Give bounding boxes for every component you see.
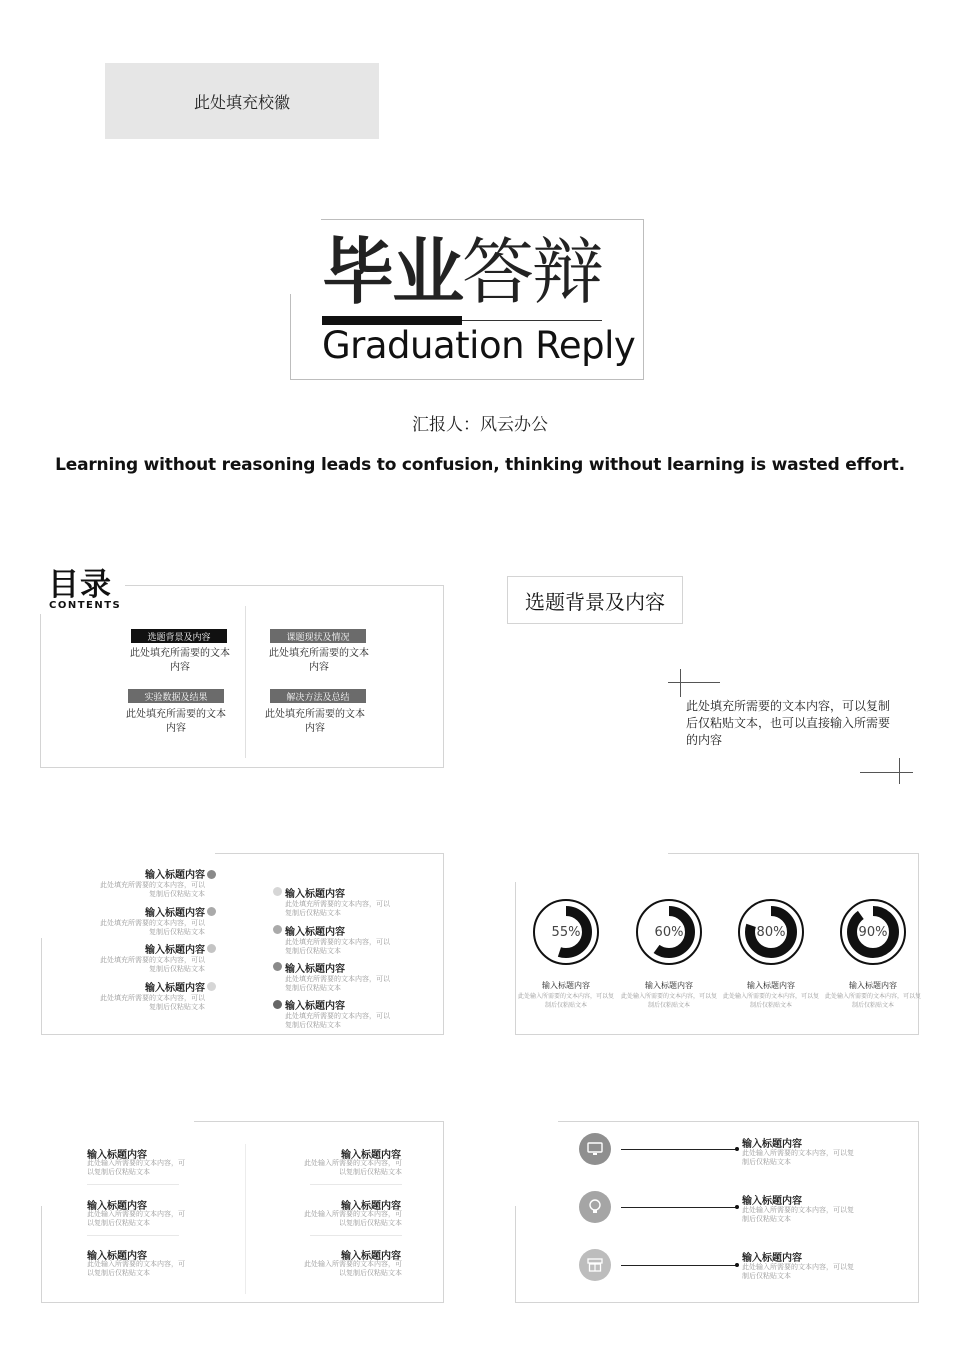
timeline-dot — [273, 925, 282, 934]
list-left-desc: 此处输入所需要的文本内容，可以复制后仅粘贴文本 — [87, 1159, 185, 1176]
timeline-left-desc: 此处填充所需要的文本内容，可以复制后仅粘贴文本 — [100, 919, 205, 936]
timeline-left-desc: 此处填充所需要的文本内容，可以复制后仅粘贴文本 — [100, 881, 205, 898]
percentage-ring — [532, 898, 600, 966]
timeline-dot — [207, 944, 216, 953]
cover-title-bold: 毕业 — [322, 230, 463, 314]
connector-line — [621, 1207, 737, 1208]
icon-item-title: 输入标题内容 — [742, 1196, 802, 1207]
cover-title-english: Graduation Reply — [322, 324, 636, 367]
percentage-label: 55% — [551, 924, 581, 940]
store-icon — [579, 1249, 611, 1281]
icon-item-title: 输入标题内容 — [742, 1253, 802, 1264]
percentage-label: 90% — [858, 924, 888, 940]
percentage-ring — [635, 898, 703, 966]
list-right-title: 输入标题内容 — [341, 1150, 401, 1161]
timeline-right-title: 输入标题内容 — [285, 889, 345, 900]
timeline-right-desc: 此处填充所需要的文本内容，可以复制后仅粘贴文本 — [285, 1012, 390, 1029]
toc-subtitle: CONTENTS — [49, 600, 122, 611]
cross-mark-top-v — [680, 669, 681, 697]
timeline-right-title: 输入标题内容 — [285, 1001, 345, 1012]
icon-item-title: 输入标题内容 — [742, 1139, 802, 1150]
timeline-left-desc: 此处填充所需要的文本内容，可以复制后仅粘贴文本 — [100, 994, 205, 1011]
timeline-dot — [273, 1000, 282, 1009]
timeline-right-desc: 此处填充所需要的文本内容，可以复制后仅粘贴文本 — [285, 938, 390, 955]
timeline-right-title: 输入标题内容 — [285, 927, 345, 938]
percentage-ring — [737, 898, 805, 966]
monitor-icon — [579, 1133, 611, 1165]
timeline-dot — [273, 887, 282, 896]
icon-item-desc: 此处输入所需要的文本内容，可以复制后仅粘贴文本 — [742, 1149, 854, 1166]
cross-mark-top — [668, 682, 720, 683]
cover-title-light: 答辩 — [462, 230, 603, 314]
toc-item-label[interactable]: 选题背景及内容 — [131, 629, 227, 643]
icon-frame-gap — [514, 1120, 558, 1206]
list-separator — [310, 1235, 402, 1236]
timeline-dot — [273, 962, 282, 971]
title-frame-gap — [289, 218, 321, 294]
list-left-title: 输入标题内容 — [87, 1150, 147, 1161]
toc-item-label[interactable]: 实验数据及结果 — [128, 689, 224, 703]
lightbulb-icon — [579, 1191, 611, 1223]
timeline-dot — [207, 982, 216, 991]
list-right-title: 输入标题内容 — [341, 1251, 401, 1262]
list-left-title: 输入标题内容 — [87, 1251, 147, 1262]
cross-mark-bottom-v — [899, 758, 900, 784]
percentage-ring — [839, 898, 907, 966]
timeline-left-title: 输入标题内容 — [145, 908, 205, 919]
toc-item-label[interactable]: 解决方法及总结 — [270, 689, 366, 703]
section-text: 此处填充所需要的文本内容，可以复制后仅粘贴文本，也可以直接输入所需要的内容 — [686, 699, 891, 747]
cover-title — [322, 228, 602, 316]
section-title: 选题背景及内容 — [507, 576, 683, 624]
timeline-right-desc: 此处填充所需要的文本内容，可以复制后仅粘贴文本 — [285, 900, 390, 917]
list-right-desc: 此处输入所需要的文本内容，可以复制后仅粘贴文本 — [304, 1159, 402, 1176]
percentage-label: 80% — [756, 924, 786, 940]
cross-mark-bottom — [860, 772, 913, 773]
list-right-desc: 此处输入所需要的文本内容，可以复制后仅粘贴文本 — [304, 1260, 402, 1277]
list-separator — [87, 1235, 179, 1236]
timeline-right-desc: 此处填充所需要的文本内容，可以复制后仅粘贴文本 — [285, 975, 390, 992]
toc-item-label[interactable]: 课题现状及情况 — [270, 629, 366, 643]
timeline-left-title: 输入标题内容 — [145, 870, 205, 881]
timeline-left-desc: 此处填充所需要的文本内容，可以复制后仅粘贴文本 — [100, 956, 205, 973]
timeline-dot — [207, 907, 216, 916]
percentage-title: 输入标题内容 — [645, 981, 693, 990]
connector-dot — [735, 1263, 739, 1267]
connector-dot — [735, 1205, 739, 1209]
list-right-title: 输入标题内容 — [341, 1201, 401, 1212]
timeline-dot — [207, 870, 216, 879]
toc-item-desc: 此处填充所需要的文本内容 — [265, 709, 365, 734]
title-underline-line — [462, 320, 602, 321]
toc-item-desc: 此处填充所需要的文本内容 — [126, 709, 226, 734]
timeline-left-title: 输入标题内容 — [145, 983, 205, 994]
percentage-label: 60% — [654, 924, 684, 940]
percentage-desc: 此处输入所需要的文本内容，可以复制后仅粘贴文本 — [723, 993, 820, 1009]
toc-item-desc: 此处填充所需要的文本内容 — [269, 648, 369, 673]
list-right-desc: 此处输入所需要的文本内容，可以复制后仅粘贴文本 — [304, 1210, 402, 1227]
connector-line — [621, 1265, 737, 1266]
list-left-desc: 此处输入所需要的文本内容，可以复制后仅粘贴文本 — [87, 1260, 185, 1277]
list-left-title: 输入标题内容 — [87, 1201, 147, 1212]
toc-divider — [245, 606, 246, 758]
list-divider — [245, 1144, 246, 1294]
percentage-desc: 此处输入所需要的文本内容，可以复制后仅粘贴文本 — [825, 993, 922, 1009]
connector-line — [621, 1149, 737, 1150]
percentage-title: 输入标题内容 — [542, 981, 590, 990]
percentage-title: 输入标题内容 — [747, 981, 795, 990]
reporter: 汇报人：风云办公 — [412, 415, 548, 435]
list-left-desc: 此处输入所需要的文本内容，可以复制后仅粘贴文本 — [87, 1210, 185, 1227]
list-separator — [310, 1184, 402, 1185]
icon-item-desc: 此处输入所需要的文本内容，可以复制后仅粘贴文本 — [742, 1206, 854, 1223]
percentage-desc: 此处输入所需要的文本内容，可以复制后仅粘贴文本 — [621, 993, 718, 1009]
timeline-left-title: 输入标题内容 — [145, 945, 205, 956]
percentage-desc: 此处输入所需要的文本内容，可以复制后仅粘贴文本 — [518, 993, 615, 1009]
motto: Learning without reasoning leads to confusion, thinking without learning is wasted effort. — [55, 455, 905, 475]
toc-title: 目录 — [48, 567, 112, 603]
percentage-title: 输入标题内容 — [849, 981, 897, 990]
icon-item-desc: 此处输入所需要的文本内容，可以复制后仅粘贴文本 — [742, 1263, 854, 1280]
school-logo-placeholder: 此处填充校徽 — [105, 63, 379, 139]
percentage-frame-gap — [514, 852, 668, 882]
toc-item-desc: 此处填充所需要的文本内容 — [130, 648, 230, 673]
connector-dot — [735, 1147, 739, 1151]
timeline-right-title: 输入标题内容 — [285, 964, 345, 975]
list-separator — [87, 1184, 179, 1185]
